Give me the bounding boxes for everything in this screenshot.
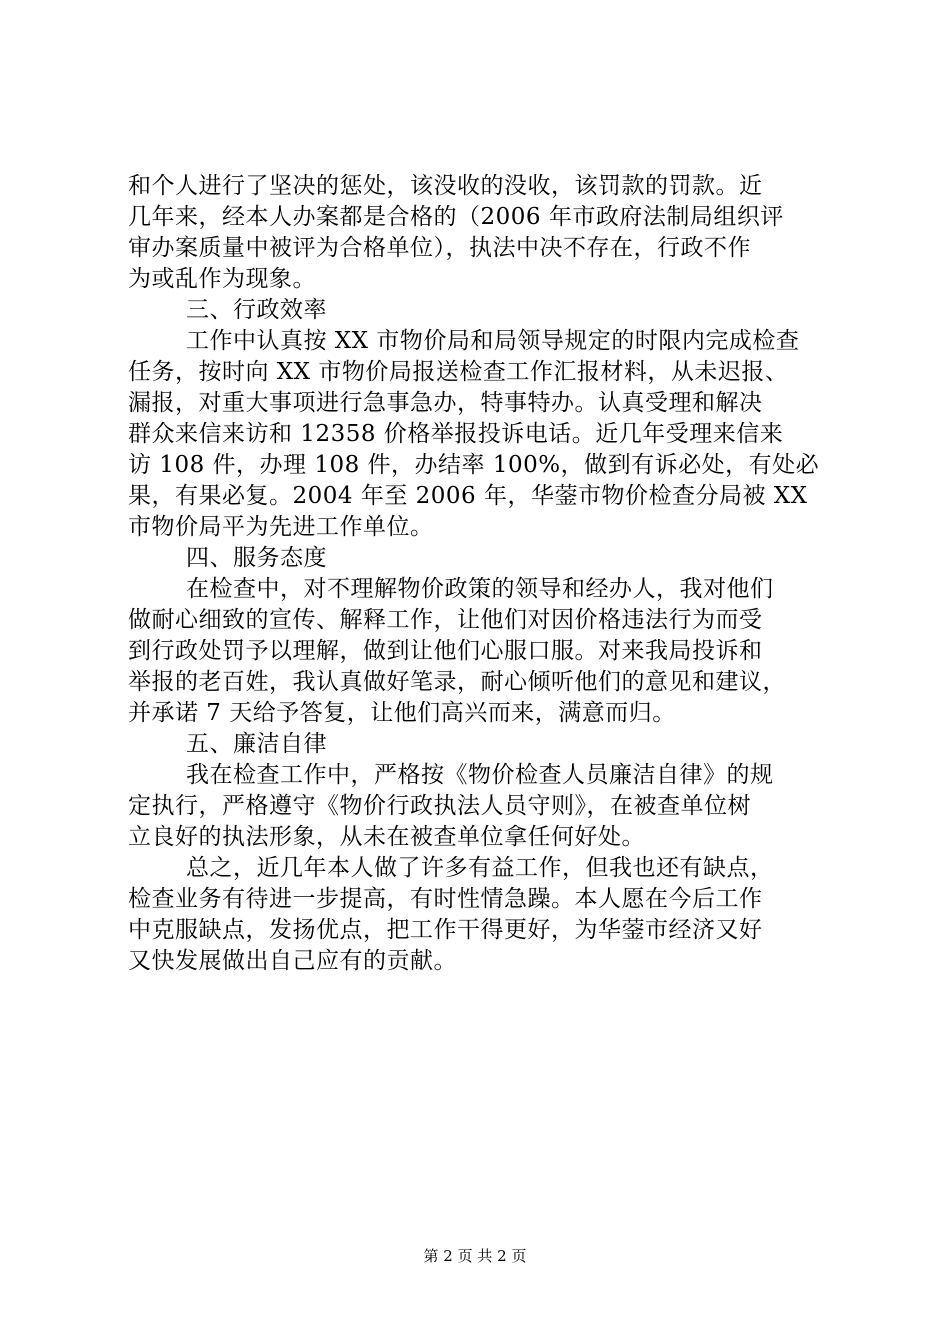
page-footer: 第 2 页 共 2 页 [423, 1247, 527, 1265]
paragraph-line: 为或乱作为现象。 [128, 266, 316, 292]
paragraph-first-line: 三、行政效率 [186, 297, 327, 323]
paragraph-first-line: 工作中认真按 XX 市物价局和局领导规定的时限内完成检查 [186, 328, 800, 354]
paragraph-line: 立良好的执法形象，从未在被查单位拿任何好处。 [128, 824, 645, 850]
paragraph-first-line: 五、廉洁自律 [186, 731, 327, 757]
paragraph-line: 做耐心细致的宣传、解释工作，让他们对因价格违法行为而受 [128, 607, 763, 633]
paragraph-line: 并承诺 7 天给予答复，让他们高兴而来，满意而归。 [128, 700, 676, 726]
paragraph-line: 任务，按时向 XX 市物价局报送检查工作汇报材料，从未迟报、 [128, 359, 789, 385]
paragraph-line: 几年来，经本人办案都是合格的（2006 年市政府法制局组织评 [128, 204, 784, 230]
paragraph-line: 审办案质量中被评为合格单位），执法中决不存在，行政不作 [128, 235, 751, 261]
paragraph-line: 举报的老百姓，我认真做好笔录，耐心倾听他们的意见和建议， [128, 669, 786, 695]
paragraph-first-line: 在检查中，对不理解物价政策的领导和经办人，我对他们 [186, 576, 774, 602]
paragraph-line: 定执行，严格遵守《物价行政执法人员守则》，在被查单位树 [128, 793, 751, 819]
paragraph-line: 群众来信来访和 12358 价格举报投诉电话。近几年受理来信来 [128, 421, 784, 447]
paragraph-line: 中克服缺点，发扬优点，把工作干得更好，为华蓥市经济又好 [128, 917, 763, 943]
paragraph-line: 漏报，对重大事项进行急事急办，特事特办。认真受理和解决 [128, 390, 763, 416]
paragraph-line: 又快发展做出自己应有的贡献。 [128, 948, 457, 974]
paragraph-first-line: 我在检查工作中，严格按《物价检查人员廉洁自律》的规 [186, 762, 774, 788]
paragraph-first-line: 四、服务态度 [186, 545, 327, 571]
paragraph-line: 访 108 件，办理 108 件，办结率 100%，做到有诉必处，有处必 [128, 452, 820, 478]
paragraph-line: 和个人进行了坚决的惩处，该没收的没收，该罚款的罚款。近 [128, 173, 763, 199]
paragraph-line: 检查业务有待进一步提高，有时性情急躁。本人愿在今后工作 [128, 886, 763, 912]
paragraph-line: 市物价局平为先进工作单位。 [128, 514, 434, 540]
paragraph-first-line: 总之，近几年本人做了许多有益工作，但我也还有缺点， [186, 855, 774, 881]
document-body [128, 171, 840, 977]
paragraph-line: 果，有果必复。2004 年至 2006 年，华蓥市物价检查分局被 XX [128, 483, 808, 509]
paragraph-line: 到行政处罚予以理解，做到让他们心服口服。对来我局投诉和 [128, 638, 763, 664]
